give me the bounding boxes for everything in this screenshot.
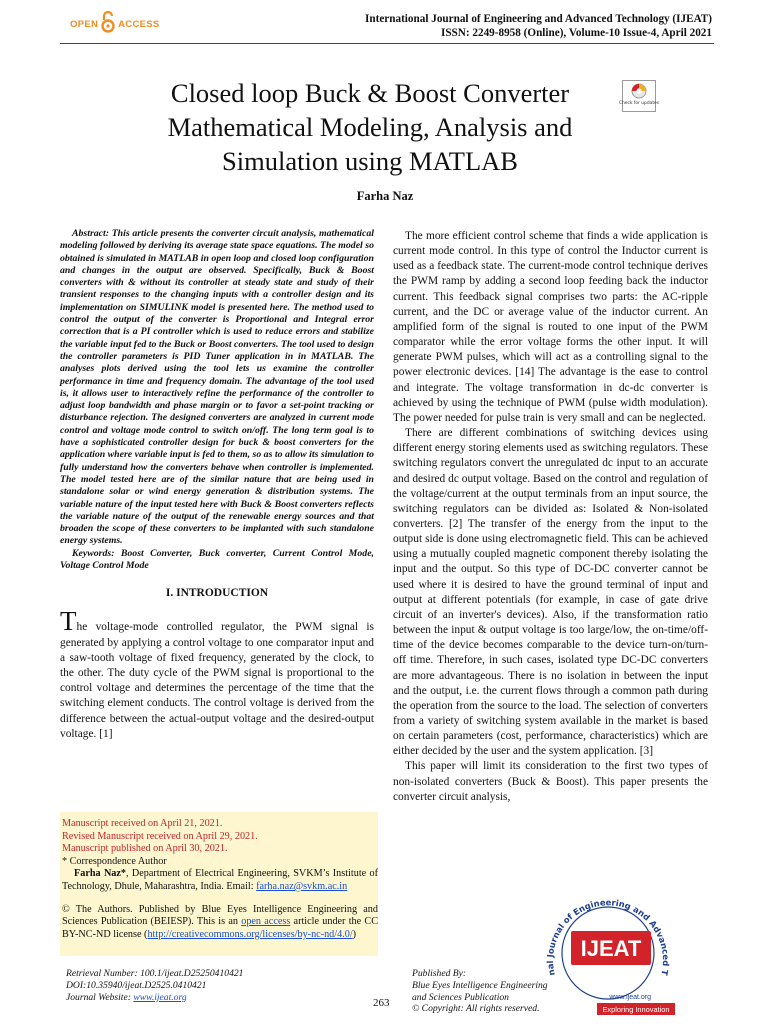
introduction-text: he voltage-mode controlled regulator, the PWM signal is generated by applying a control voltage to one comparator input and a saw-tooth voltage of fixed frequency, generated by the clock, to the other. The duty cycle of the PWM signal is proportional to the control voltage and determines the percentage of the time that the switching element conducts. The control voltage is derived from the difference between the actual-output voltage and the desired-output voltage. [1]	[60, 621, 374, 740]
license-mid: article under the CC BY-NC-ND license (	[62, 916, 378, 940]
affiliation-text: , Department of Electrical Engineering, SVKM’s Institute of Technology, Dhule, Maharashtra, India. Email:	[62, 868, 378, 892]
ijeat-logo	[533, 883, 683, 1018]
license-url-link[interactable]: http://creativecommons.org/licenses/by-nc-nd/4.0/	[147, 928, 353, 940]
ijeat-tagline: Exploring Innovation	[602, 1005, 670, 1014]
license-pre: © The Authors. Published by Blue Eyes Intelligence Engineering and Sciences Publication (BEIESP). This is an	[62, 903, 378, 928]
keywords	[60, 548, 374, 573]
published-by: Published By:	[412, 968, 467, 979]
title-line-1: Closed loop Buck & Boost Converter	[170, 78, 570, 108]
introduction-paragraph	[60, 606, 374, 742]
crossmark-text: Check for updates	[618, 101, 660, 106]
paper-title	[90, 76, 650, 178]
copyright: © Copyright: All rights reserved.	[412, 1003, 540, 1015]
license-statement	[62, 904, 378, 942]
website-label: Journal Website:	[66, 991, 134, 1003]
keywords-text: : Boost Converter, Buck converter, Current Control Mode, Voltage Control Mode	[60, 547, 374, 572]
correspondence-note: * Correspondence Author	[62, 855, 167, 867]
footer-right	[412, 968, 548, 1015]
journal-website	[66, 992, 243, 1004]
check-for-updates-badge[interactable]	[618, 80, 660, 112]
open-access-logo	[70, 10, 170, 38]
page-number: 263	[373, 997, 390, 1009]
website-link[interactable]: www.ijeat.org	[133, 991, 187, 1003]
license-end: )	[352, 928, 357, 940]
footer-left	[66, 968, 243, 1003]
right-paragraph-3: This paper will limit its consideration to the first two types of non-isolated converters (Buck & Boost). This paper presents the converter circuit analysis,	[393, 760, 708, 803]
drop-cap: T	[60, 606, 77, 637]
author-email-link[interactable]: farha.naz@svkm.ac.in	[256, 880, 348, 892]
header-rule	[60, 43, 714, 44]
open-access-open-text: OPEN	[70, 18, 99, 30]
abstract	[60, 228, 374, 548]
right-column	[393, 229, 708, 805]
manuscript-revised: Revised Manuscript received on April 29, 2021.	[62, 830, 258, 842]
author-affiliation	[62, 868, 378, 893]
doi: DOI:10.35940/ijeat.D2525.0410421	[66, 979, 207, 991]
title-line-3: Simulation using MATLAB	[222, 146, 518, 176]
ijeat-arc-text: nal Journal of Engineering and Advanced T	[544, 897, 672, 977]
manuscript-received: Manuscript received on April 21, 2021.	[62, 818, 223, 829]
journal-name: International Journal of Engineering and Advanced Technology (IJEAT)	[365, 13, 712, 25]
ijeat-name: IJEAT	[580, 936, 642, 961]
journal-header	[365, 12, 712, 40]
manuscript-published: Manuscript published on April 30, 2021.	[62, 843, 228, 855]
abstract-label: Abstract	[72, 228, 106, 239]
open-access-access-text: ACCESS	[118, 18, 160, 30]
author-name: Farha Naz	[356, 189, 414, 203]
publisher-line-2: and Sciences Publication	[412, 991, 509, 1003]
ijeat-url: www.ijeat.org	[609, 994, 651, 1001]
retrieval-number: Retrieval Number: 100.1/ijeat.D25250410421	[66, 968, 244, 979]
right-paragraph-2: There are different combinations of switching devices using different energy storing elements used as switching regulators. These switching regulators convert the unregulated dc input to an accurate and desired dc output voltage. Based on the control and regulation of the voltage/current at the output terminals from an input source, the switching regulators can be divided as: Isolated & Non-isolated converters. [2] The transfer of the energy from the input to the output side is done using electromagnetic field. This can be achieved using a mutually coupled magnetic component thereby isolating the input and the output. So this type of DC-DC converter cannot be used where it is desired to have the ground terminal of input and output at different potentials (for example, in case of gate drive circuit of an inverter's devices). Also, if the transformation ratio between the input & output voltage is too large/low, the on-time/off-time of the device becomes comparable to the device turn-on/turn-off time. Therefore, in such cases, isolated type DC-DC converters are more advantageous. There is no isolation in between the input and the output, i.e. the current flows through a common path during the operation from the source to the load. The selection of converters from a variety of switching system available in the market is based on certain parameters (cost, performance, characteristics) which are either decided by the user and the system application. [3]	[393, 427, 708, 758]
right-paragraph-1: The more efficient control scheme that finds a wide application is current mode control. In this type of control the Inductor current is used as a feedback state. The current-mode control technique derives the PWM ramp by adding a second loop feeding back the inductor current. This feedback signal comprises two parts: the AC-ripple current, and the DC or average value of the inductor current. An amplified form of the signal is routed to one input of the PWM comparator while the error voltage forms the other input. It will generate PWM pulses, which will act as a controlling signal to the power electronic devices. [14] The advantage is the ease to control and integrate. The voltage transformation in dc-dc converter is achieved by using the technique of PWM (pulse width modulation). The power needed for pulse train is very small and can be neglected.	[393, 230, 708, 424]
journal-issn: ISSN: 2249-8958 (Online), Volume-10 Issue-4, April 2021	[440, 27, 712, 39]
keywords-label: Keywords	[72, 547, 112, 559]
left-column	[60, 228, 374, 742]
section-heading-introduction: I. INTRODUCTION	[165, 587, 269, 600]
open-lock-icon	[101, 11, 115, 38]
title-line-2: Mathematical Modeling, Analysis and	[167, 112, 573, 142]
open-access-link[interactable]: open access	[241, 916, 291, 928]
abstract-text: : This article presents the converter circuit analysis, mathematical modeling followed by deriving its average state space equations. The model so obtained is simulated in MATLAB in open loop and closed loop configuration and changes in the output are observed. Specifically, Buck & Boost converters with & without its controller at steady state and study of their transient responses to the changing inputs with a controller design and its implementation on SIMULINK model is presented here. The method used to control the output of the converter is Proportional and Integral error correction that is a PI controller which is used to reduce errors and stabilize the variable input fed to the Buck or Boost converters. The tool used to design the controller parameters is PID Tuner application in in MATLAB. The analyses plots derived using the tool lets us examine the controller performance in time and frequency domain. The advantage of the tool used is, it allows user to interactively refine the performance of the controller to adjust loop bandwidth and phase margin or to favor a set-point tracking or disturbance rejection. The designed converters are analyzed in current mode control and voltage mode control to switch on/off. The long term goal is to have a sophisticated controller design for buck & boost converters for the application where variable input is fed to them, so as to allow its simulation to fully understand how the converters behave when controller is implemented. The model tested here are of the similar nature that are being used in standalone solar or wind energy generation & distribution systems. The variable nature of the input tested here with Buck & Boost converters reflects the variable nature of the output of the renewable energy sources and that broaden the scope of these converters to be implanted with such standalone energy systems.	[60, 228, 374, 547]
manuscript-info-box	[60, 812, 378, 956]
publisher-line-1: Blue Eyes Intelligence Engineering	[412, 979, 548, 991]
affiliation-author: Farha Naz*	[74, 868, 127, 880]
